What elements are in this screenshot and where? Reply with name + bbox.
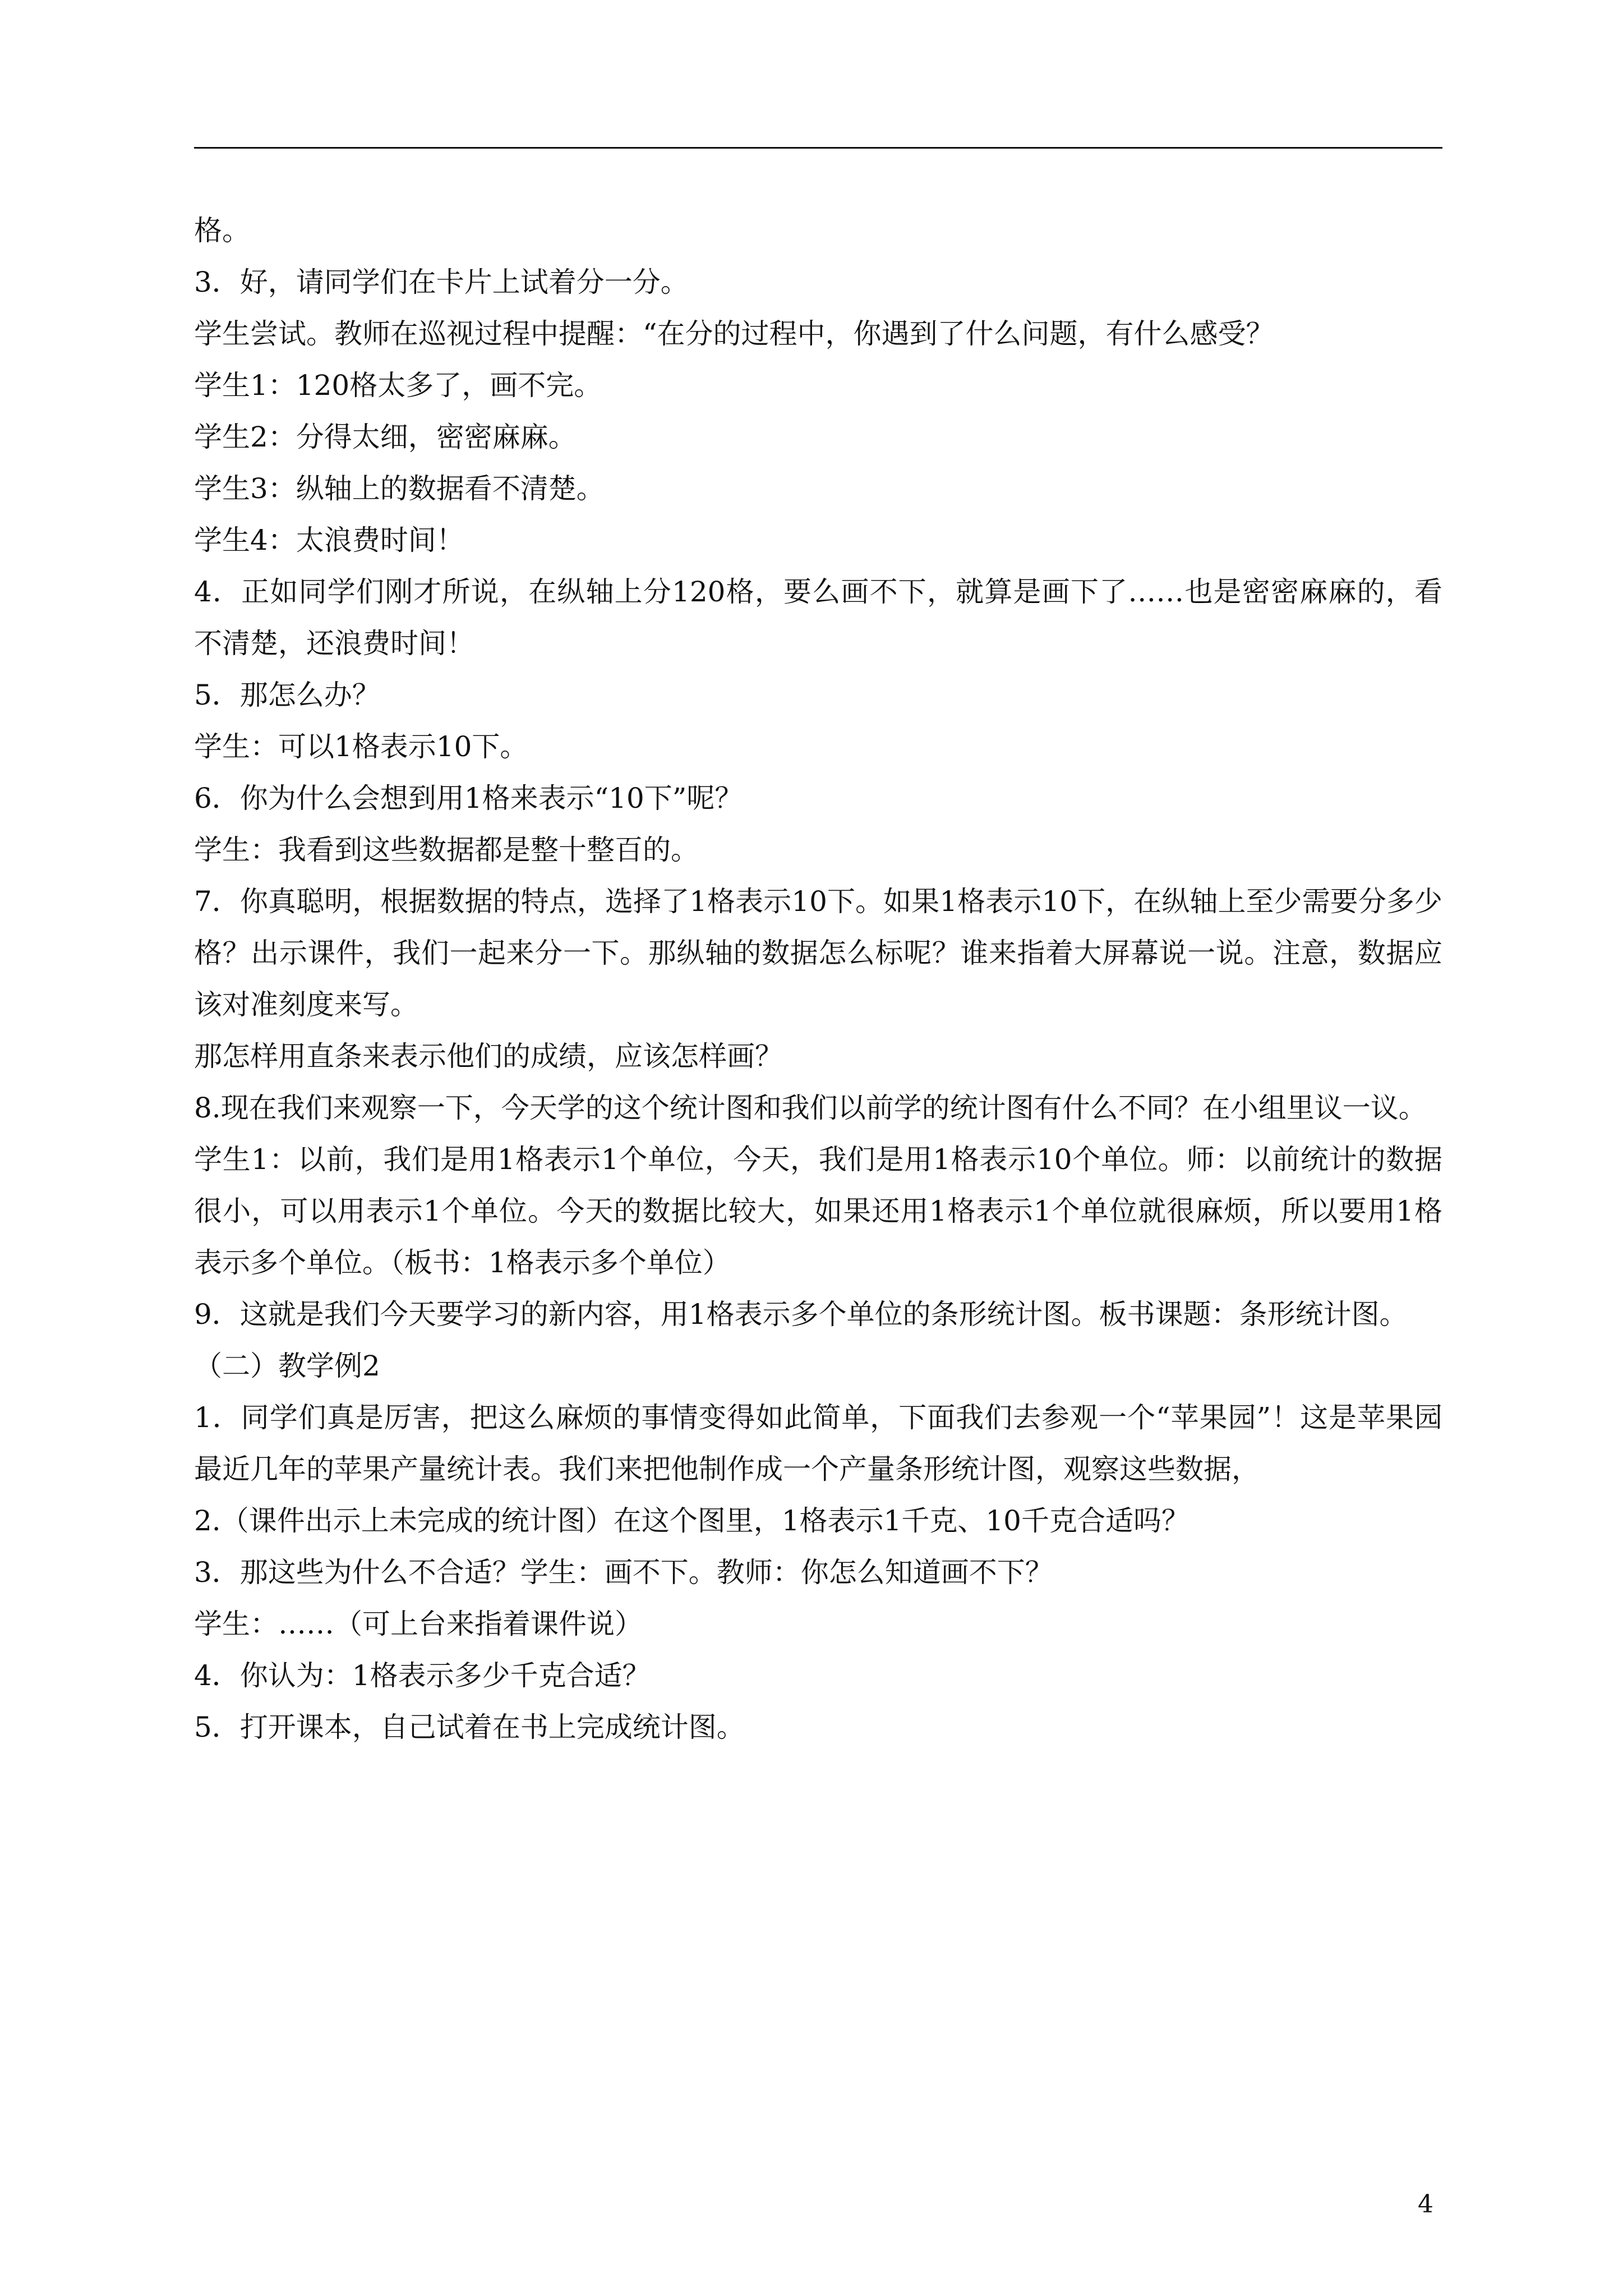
header-rule: [194, 147, 1442, 149]
page-number: 4: [1418, 2190, 1433, 2219]
paragraph: 学生1：120格太多了，画不完。: [194, 369, 602, 402]
paragraph: 学生2：分得太细，密密麻麻。: [194, 421, 577, 453]
paragraph: 4．正如同学们刚才所说，在纵轴上分120格，要么画不下，就算是画下了……也是密密麻麻的，看不清楚，还浪费时间！: [194, 576, 1442, 660]
paragraph: 7．你真聪明，根据数据的特点，选择了1格表示10下。如果1格表示10下，在纵轴上至少需要分多少格？出示课件，我们一起来分一下。那纵轴的数据怎么标呢？谁来指着大屏幕说一说。注意，数据应该对准刻度来写。: [194, 885, 1442, 1021]
paragraph: 9．这就是我们今天要学习的新内容，用1格表示多个单位的条形统计图。板书课题：条形统计图。: [194, 1298, 1408, 1331]
section-heading: （二）教学例2: [194, 1350, 380, 1382]
paragraph: 4．你认为：1格表示多少千克合适？: [194, 1659, 651, 1692]
paragraph: 学生：我看到这些数据都是整十整百的。: [194, 834, 699, 866]
paragraph: 学生1：以前，我们是用1格表示1个单位，今天，我们是用1格表示10个单位。师：以前统计的数据很小，可以用表示1个单位。今天的数据比较大，如果还用1格表示1个单位就很麻烦，所以要用1格表示多个单位。（板书：1格表示多个单位）: [194, 1143, 1442, 1279]
paragraph: 8.现在我们来观察一下，今天学的这个统计图和我们以前学的统计图有什么不同？在小组里议一议。: [194, 1092, 1427, 1124]
paragraph: 5．打开课本，自己试着在书上完成统计图。: [194, 1711, 745, 1743]
document-body: [194, 205, 1442, 1753]
paragraph: 3．好，请同学们在卡片上试着分一分。: [194, 266, 689, 298]
paragraph: 1．同学们真是厉害，把这么麻烦的事情变得如此简单，下面我们去参观一个“苹果园”！这是苹果园最近几年的苹果产量统计表。我们来把他制作成一个产量条形统计图，观察这些数据，: [194, 1401, 1442, 1485]
paragraph: 那怎样用直条来表示他们的成绩，应该怎样画？: [194, 1040, 783, 1073]
paragraph: 学生3：纵轴上的数据看不清楚。: [194, 472, 605, 505]
paragraph: 学生4：太浪费时间！: [194, 524, 464, 556]
paragraph: 学生：可以1格表示10下。: [194, 730, 528, 763]
paragraph: 学生尝试。教师在巡视过程中提醒：“在分的过程中，你遇到了什么问题，有什么感受？: [194, 318, 1274, 350]
paragraph: 2.（课件出示上未完成的统计图）在这个图里，1格表示1千克、10千克合适吗？: [194, 1504, 1189, 1537]
paragraph: 3．那这些为什么不合适？学生：画不下。教师：你怎么知道画不下？: [194, 1556, 1053, 1589]
paragraph: 5．那怎么办？: [194, 679, 380, 711]
paragraph: 6．你为什么会想到用1格来表示“10下”呢？: [194, 782, 743, 815]
paragraph: 学生：……（可上台来指着课件说）: [194, 1608, 643, 1640]
paragraph: 格。: [194, 214, 250, 247]
